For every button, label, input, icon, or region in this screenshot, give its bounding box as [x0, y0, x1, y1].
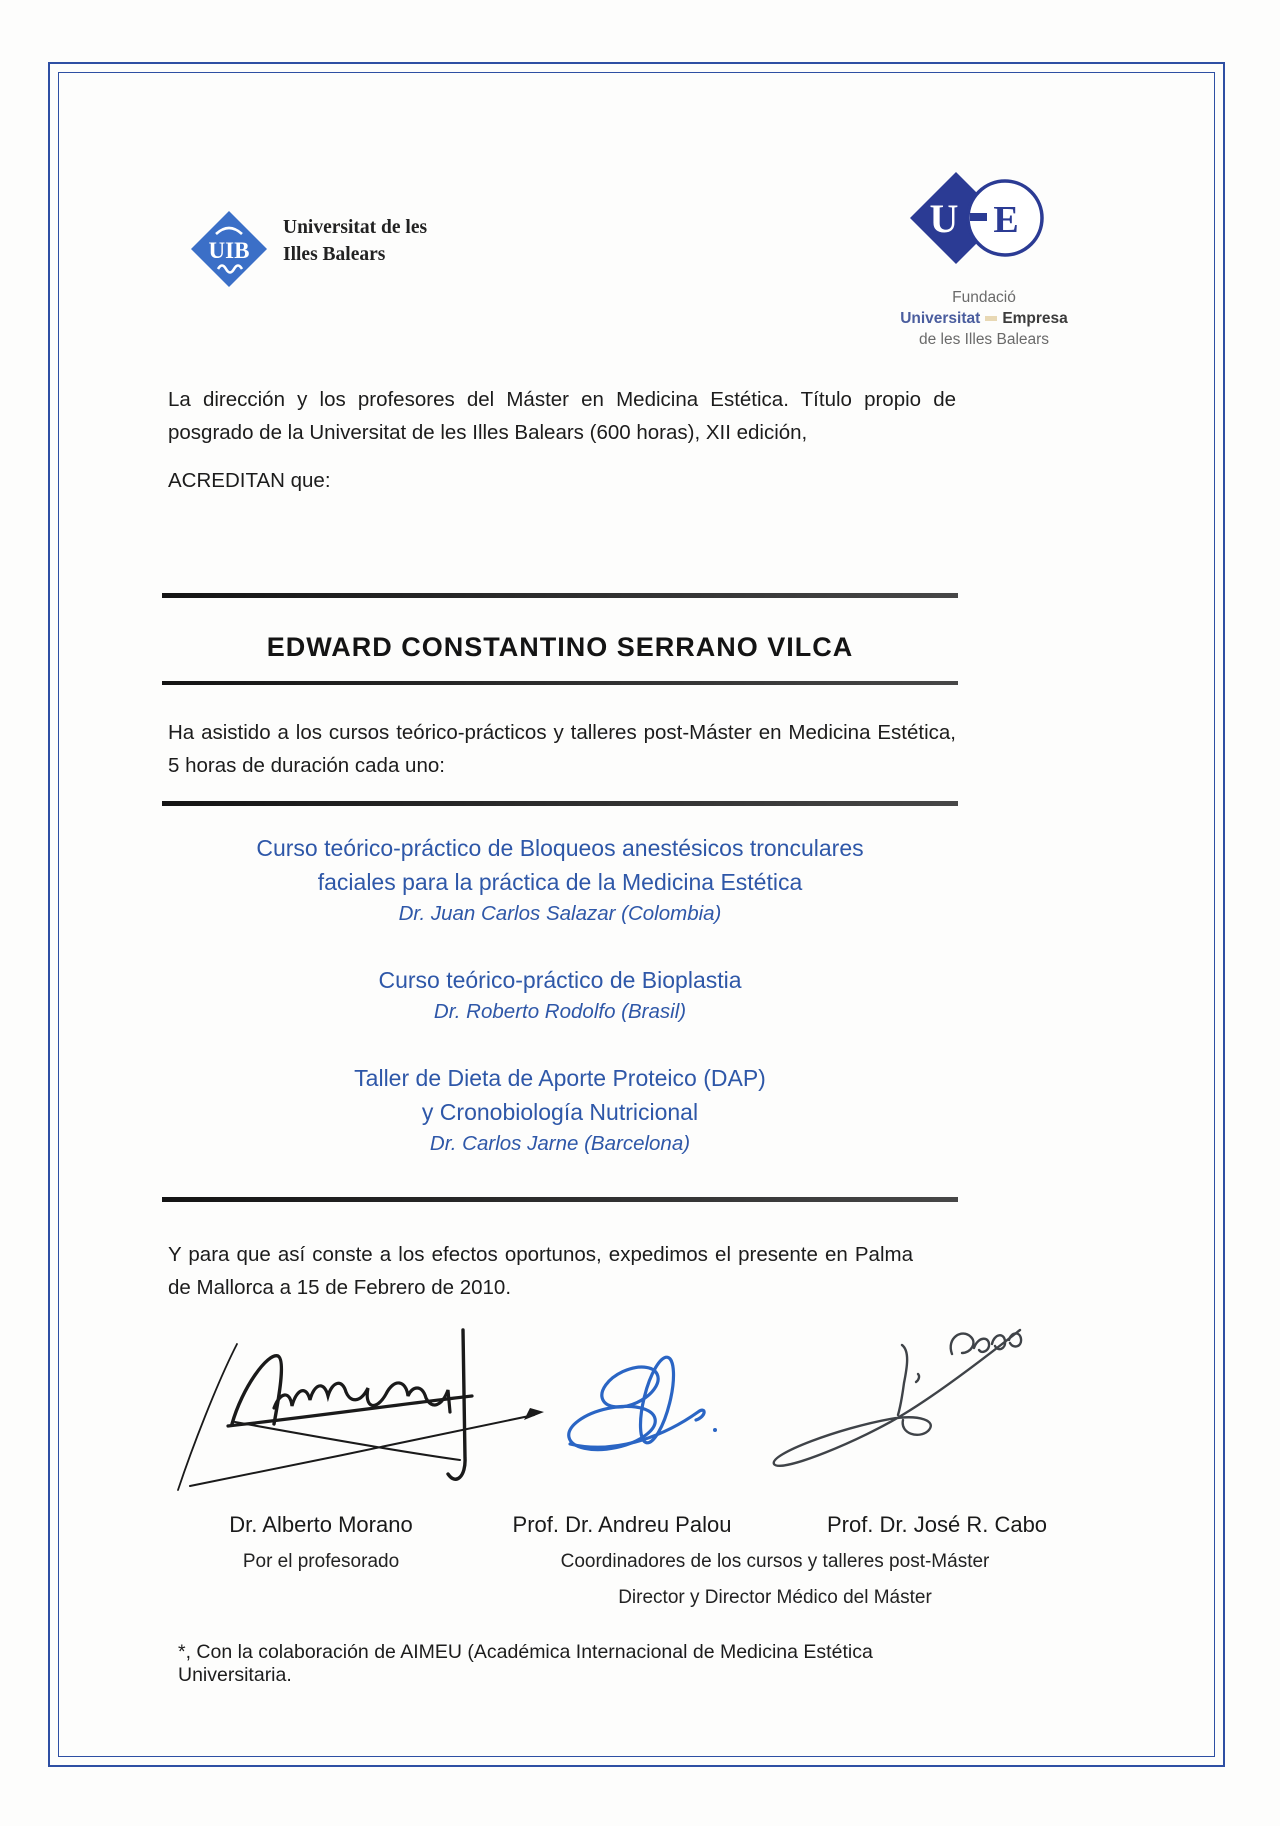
fue-e-letter: E — [993, 199, 1019, 241]
signatory-name-palou: Prof. Dr. Andreu Palou — [512, 1512, 732, 1537]
intro-paragraph: La dirección y los profesores del Máster en Medicina Estética. Título propio de posgrado de la Universitat de les Illes Balears (600 horas), XII edición, — [168, 388, 956, 444]
attended-paragraph: Ha asistido a los cursos teórico-prácticos y talleres post-Máster en Medicina Estética, 5 horas de duración cada uno: — [168, 721, 956, 777]
rule-below-name — [162, 681, 958, 685]
course-item — [162, 963, 958, 1027]
uib-wordmark — [283, 214, 427, 268]
fue-dash — [985, 316, 997, 321]
course-instructor: Dr. Carlos Jarne (Barcelona) — [429, 1132, 691, 1155]
course-title-line: Taller de Dieta de Aporte Proteico (DAP) — [354, 1065, 766, 1091]
courses-list — [162, 831, 958, 1193]
rule-above-name — [162, 593, 958, 598]
course-title-line: faciales para la práctica de la Medicina Estética — [317, 869, 803, 895]
cabo-signature — [752, 1318, 1037, 1483]
fue-wordmark — [898, 287, 1070, 350]
course-instructor: Dr. Juan Carlos Salazar (Colombia) — [398, 902, 722, 925]
fue-line2 — [898, 308, 1070, 329]
footnote: *, Con la colaboración de AIMEU (Académica Internacional de Medicina Estética Universitaria. — [178, 1641, 873, 1686]
recipient-name: EDWARD CONSTANTINO SERRANO VILCA — [266, 632, 854, 662]
course-title-line: Curso teórico-práctico de Bloqueos anestésicos tronculares — [256, 835, 864, 861]
joint-role-line2: Director y Director Médico del Máster — [618, 1587, 932, 1608]
uib-name-line1: Universitat de les — [283, 217, 428, 238]
signatory-name-cabo: Prof. Dr. José R. Cabo — [826, 1512, 1048, 1537]
palou-signature — [540, 1346, 730, 1464]
signatory-name-morano: Dr. Alberto Morano — [229, 1512, 413, 1537]
fue-u-letter: U — [929, 196, 959, 241]
uib-name-line2: Illes Balears — [283, 244, 386, 265]
uib-logo-icon — [183, 203, 275, 295]
rule-above-courses — [162, 801, 958, 806]
course-item — [162, 1061, 958, 1159]
morano-signature — [172, 1328, 552, 1518]
closing-paragraph: Y para que así conste a los efectos oportunos, expedimos el presente en Palma de Mallorca a 15 de Febrero de 2010. — [168, 1243, 913, 1299]
uib-abbr: UIB — [208, 238, 250, 263]
rule-below-courses — [162, 1197, 958, 1202]
fue-line3: de les Illes Balears — [918, 331, 1050, 348]
fue-line2-empresa: Empresa — [1002, 310, 1068, 327]
course-instructor: Dr. Roberto Rodolfo (Brasil) — [433, 1000, 687, 1023]
course-title-line: Curso teórico-práctico de Bioplastia — [378, 967, 742, 993]
acreditan-line: ACREDITAN que: — [168, 469, 331, 492]
course-title-line: y Cronobiología Nutricional — [421, 1099, 699, 1125]
role-por-el-profesorado: Por el profesorado — [242, 1551, 400, 1572]
fue-line1: Fundació — [952, 289, 1016, 306]
fue-line2-universitat: Universitat — [900, 310, 981, 327]
fue-logo-icon — [898, 166, 1070, 278]
joint-role-line1: Coordinadores de los cursos y talleres post-Máster — [560, 1551, 990, 1572]
course-item — [162, 831, 958, 929]
